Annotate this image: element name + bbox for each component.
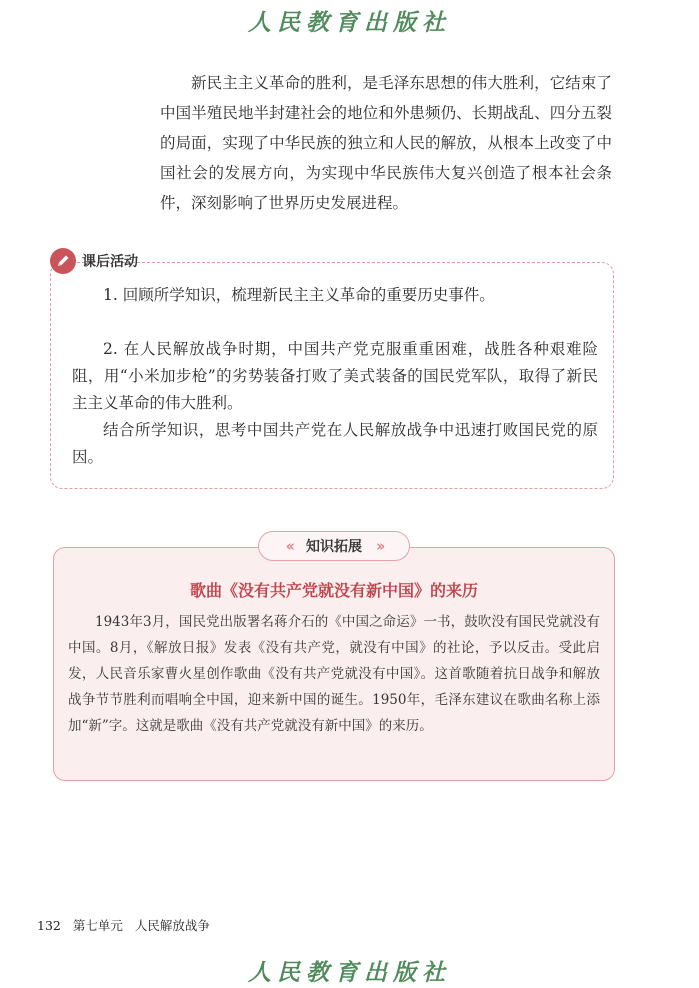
extension-body — [68, 609, 600, 739]
publisher-logo-bottom: 人民教育出版社 — [248, 959, 451, 986]
chevron-right-icon: ›› — [376, 537, 383, 555]
pencil-icon — [50, 248, 76, 274]
extension-paragraph: 1943年3月，国民党出版署名蒋介石的《中国之命运》一书，鼓吹没有国民党就没有中国。8月，《解放日报》发表《没有共产党，就没有中国》的社论，予以反击。受此启发，人民音乐家曹火星创作歌曲《没有共产党就没有中国》。这首歌随着抗日战争和解放战争节节胜利而唱响全中国，迎来新中国的诞生。1950年，毛泽东建议在歌曲名称上添加“新”字。这就是歌曲《没有共产党就没有新中国》的来历。 — [68, 614, 600, 734]
activity-item-2-follow: 结合所学知识，思考中国共产党在人民解放战争中迅速打败国民党的原因。 — [72, 421, 598, 466]
extension-tab-label: 知识拓展 — [306, 539, 362, 555]
unit-title: 人民解放战争 — [134, 918, 210, 933]
activity-item-2: 2. 在人民解放战争时期，中国共产党克服重重困难，战胜各种艰难险阻，用“小米加步枪”的劣势装备打败了美式装备的国民党军队，取得了新民主主义革命的伟大胜利。 — [72, 340, 598, 412]
activity-item-1: 1. 回顾所学知识，梳理新民主主义革命的重要历史事件。 — [103, 286, 495, 304]
publisher-logo-top: 人民教育出版社 — [248, 9, 451, 36]
page-footer — [37, 916, 218, 934]
activity-title: 课后活动 — [82, 254, 138, 270]
page-number: 132 — [37, 918, 61, 933]
intro-paragraph: 新民主主义革命的胜利，是毛泽东思想的伟大胜利，它结束了中国半殖民地半封建社会的地位和外患频仍、长期战乱、四分五裂的局面，实现了中华民族的独立和人民的解放，从根本上改变了中国社会的发展方向，为实现中华民族伟大复兴创造了根本社会条件，深刻影响了世界历史发展进程。 — [160, 74, 612, 212]
chevron-left-icon: ‹‹ — [285, 537, 292, 555]
activity-header — [50, 248, 138, 274]
extension-title: 歌曲《没有共产党就没有新中国》的来历 — [189, 581, 478, 600]
extension-tab — [258, 531, 410, 561]
activity-body — [72, 282, 598, 471]
unit-label: 第七单元 — [72, 918, 123, 933]
intro-section — [160, 68, 612, 218]
